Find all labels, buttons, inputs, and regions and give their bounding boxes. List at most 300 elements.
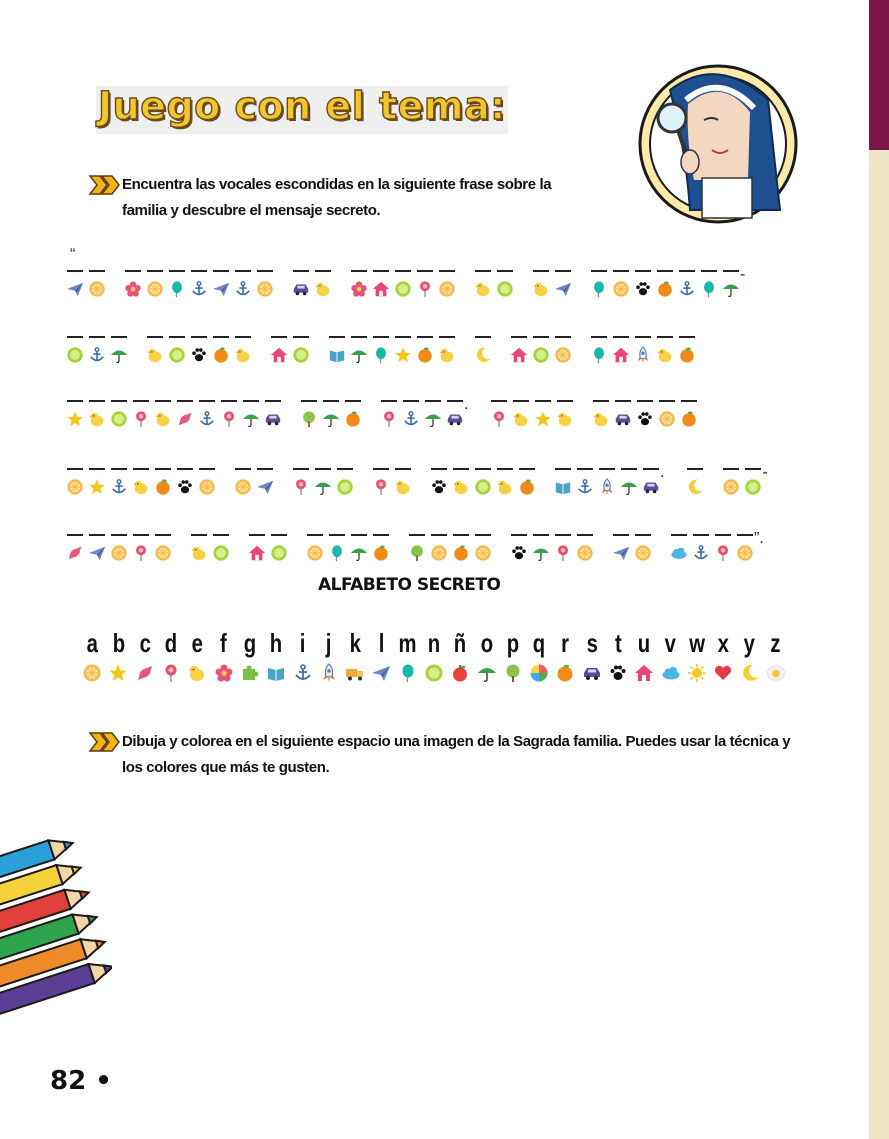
cipher-punctuation: - bbox=[762, 464, 768, 481]
detective-nun-illustration bbox=[630, 60, 806, 228]
cipher-letter-slot[interactable] bbox=[720, 468, 742, 496]
cipher-letter-slot[interactable] bbox=[684, 468, 706, 496]
orange-slice-icon bbox=[88, 280, 106, 298]
cipher-letter-slot[interactable] bbox=[232, 468, 254, 496]
cipher-word bbox=[684, 468, 706, 496]
tree-icon bbox=[503, 663, 523, 683]
chick-icon bbox=[556, 410, 574, 428]
cipher-letter-slot[interactable] bbox=[414, 270, 436, 298]
cipher-letter-slot[interactable] bbox=[610, 336, 632, 364]
cipher-letter-slot[interactable] bbox=[530, 534, 552, 562]
cloud-icon bbox=[670, 544, 688, 562]
rocket-icon bbox=[634, 346, 652, 364]
cipher-letter-slot[interactable] bbox=[612, 400, 634, 428]
paper-plane-icon bbox=[371, 663, 391, 683]
orange-slice-icon bbox=[66, 478, 84, 496]
cipher-word bbox=[246, 534, 290, 562]
anchor-icon bbox=[678, 280, 696, 298]
alphabet-key-d bbox=[158, 626, 184, 683]
cipher-letter-slot[interactable] bbox=[218, 400, 240, 428]
truck-icon bbox=[345, 663, 365, 683]
cipher-letter-slot[interactable] bbox=[698, 270, 720, 298]
moon-icon bbox=[686, 478, 704, 496]
cipher-letter-slot[interactable] bbox=[552, 468, 574, 496]
cipher-letter-slot[interactable] bbox=[196, 468, 218, 496]
cipher-letter-slot[interactable] bbox=[712, 534, 734, 562]
cipher-letter-slot[interactable] bbox=[634, 400, 656, 428]
page-edge-band bbox=[869, 0, 889, 1139]
cipher-letter-slot[interactable] bbox=[436, 336, 458, 364]
orange-slice-icon bbox=[198, 478, 216, 496]
cipher-word bbox=[428, 468, 538, 496]
cipher-letter-slot[interactable] bbox=[196, 400, 218, 428]
orange-slice-icon bbox=[722, 478, 740, 496]
answer-blank bbox=[293, 336, 309, 338]
answer-blank bbox=[431, 468, 447, 470]
cipher-letter-slot[interactable] bbox=[108, 468, 130, 496]
chick-icon bbox=[154, 410, 172, 428]
answer-blank bbox=[89, 400, 105, 402]
orange-slice-icon bbox=[110, 544, 128, 562]
cipher-letter-slot[interactable] bbox=[122, 270, 144, 298]
cipher-letter-slot[interactable] bbox=[488, 400, 510, 428]
cipher-letter-slot[interactable] bbox=[444, 400, 466, 428]
answer-blank bbox=[213, 534, 229, 536]
orange-slice-icon bbox=[612, 280, 630, 298]
orange-slice-icon bbox=[736, 544, 754, 562]
alphabet-letter: h bbox=[270, 628, 283, 658]
cipher-letter-slot[interactable] bbox=[422, 400, 444, 428]
cipher-letter-slot[interactable] bbox=[668, 534, 690, 562]
cipher-letter-slot[interactable] bbox=[632, 336, 654, 364]
cipher-letter-slot[interactable] bbox=[370, 270, 392, 298]
paw-icon bbox=[608, 663, 628, 683]
chick-icon bbox=[512, 410, 530, 428]
answer-blank bbox=[191, 534, 207, 536]
cipher-word bbox=[268, 336, 312, 364]
cipher-letter-slot[interactable] bbox=[108, 336, 130, 364]
answer-blank bbox=[301, 400, 317, 402]
cipher-letter-slot[interactable] bbox=[654, 270, 676, 298]
cipher-letter-slot[interactable] bbox=[144, 270, 166, 298]
cipher-letter-slot[interactable] bbox=[64, 400, 86, 428]
alphabet-letter: o bbox=[480, 628, 493, 658]
cipher-punctuation: - bbox=[740, 266, 746, 283]
cipher-letter-slot[interactable] bbox=[654, 336, 676, 364]
cipher-letter-slot[interactable] bbox=[86, 336, 108, 364]
lollipop-icon bbox=[416, 280, 434, 298]
answer-blank bbox=[213, 270, 229, 272]
cipher-letter-slot[interactable] bbox=[400, 400, 422, 428]
paw-icon bbox=[636, 410, 654, 428]
cipher-letter-slot[interactable] bbox=[326, 534, 348, 562]
orange-icon bbox=[154, 478, 172, 496]
lime-icon bbox=[292, 346, 310, 364]
cipher-letter-slot[interactable] bbox=[676, 270, 698, 298]
cipher-letter-slot[interactable] bbox=[130, 534, 152, 562]
cipher-letter-slot[interactable] bbox=[320, 400, 342, 428]
alphabet-letter: i bbox=[299, 628, 306, 658]
paw-icon bbox=[176, 478, 194, 496]
alphabet-key-u bbox=[631, 626, 657, 683]
umbrella-icon bbox=[722, 280, 740, 298]
answer-blank bbox=[671, 534, 687, 536]
cipher-letter-slot[interactable] bbox=[64, 336, 86, 364]
heart-icon bbox=[713, 663, 733, 683]
chick-icon bbox=[656, 346, 674, 364]
car-icon bbox=[264, 410, 282, 428]
paper-plane-icon bbox=[612, 544, 630, 562]
cipher-letter-slot[interactable] bbox=[188, 270, 210, 298]
answer-blank bbox=[235, 336, 251, 338]
answer-blank bbox=[621, 468, 637, 470]
cipher-letter-slot[interactable] bbox=[188, 336, 210, 364]
cipher-letter-slot[interactable] bbox=[268, 336, 290, 364]
cipher-word bbox=[378, 396, 474, 428]
alphabet-key-n bbox=[421, 626, 447, 683]
answer-blank bbox=[511, 534, 527, 536]
cipher-letter-slot[interactable] bbox=[406, 534, 428, 562]
cipher-word bbox=[298, 400, 364, 428]
answer-blank bbox=[235, 270, 251, 272]
page-number: 82 • bbox=[50, 1066, 112, 1096]
cipher-letter-slot[interactable] bbox=[610, 534, 632, 562]
answer-blank bbox=[555, 270, 571, 272]
orange-icon bbox=[452, 544, 470, 562]
cipher-letter-slot[interactable] bbox=[298, 400, 320, 428]
cipher-letter-slot[interactable] bbox=[532, 400, 554, 428]
orange-slice-icon bbox=[154, 544, 172, 562]
cipher-letter-slot[interactable] bbox=[632, 270, 654, 298]
orange-slice-icon bbox=[474, 544, 492, 562]
answer-blank bbox=[701, 270, 717, 272]
answer-blank bbox=[213, 336, 229, 338]
answer-blank bbox=[373, 534, 389, 536]
alphabet-key-q bbox=[526, 626, 552, 683]
answer-blank bbox=[177, 400, 193, 402]
cipher-letter-slot[interactable] bbox=[290, 270, 312, 298]
cipher-letter-slot[interactable] bbox=[552, 534, 574, 562]
cipher-word bbox=[290, 468, 356, 496]
answer-blank bbox=[199, 468, 215, 470]
cipher-letter-slot[interactable] bbox=[530, 336, 552, 364]
answer-blank bbox=[643, 468, 659, 470]
cipher-letter-slot[interactable] bbox=[152, 468, 174, 496]
cipher-letter-slot[interactable] bbox=[472, 468, 494, 496]
answer-blank bbox=[431, 534, 447, 536]
cipher-letter-slot[interactable] bbox=[152, 400, 174, 428]
answer-blank bbox=[657, 336, 673, 338]
cipher-letter-slot[interactable] bbox=[392, 270, 414, 298]
answer-blank bbox=[329, 534, 345, 536]
answer-blank bbox=[111, 468, 127, 470]
answer-blank bbox=[497, 270, 513, 272]
cipher-letter-slot[interactable] bbox=[370, 336, 392, 364]
lollipop-icon bbox=[554, 544, 572, 562]
answer-blank bbox=[417, 270, 433, 272]
answer-blank bbox=[475, 336, 491, 338]
cipher-letter-slot[interactable] bbox=[188, 534, 210, 562]
cipher-letter-slot[interactable] bbox=[510, 400, 532, 428]
cipher-letter-slot[interactable] bbox=[86, 468, 108, 496]
lollipop-icon bbox=[714, 544, 732, 562]
cipher-letter-slot[interactable] bbox=[678, 400, 700, 428]
chick-icon bbox=[88, 410, 106, 428]
cipher-word bbox=[588, 336, 698, 364]
answer-blank bbox=[475, 270, 491, 272]
cipher-line-1 bbox=[64, 246, 765, 298]
answer-blank bbox=[133, 400, 149, 402]
cipher-letter-slot[interactable] bbox=[530, 270, 552, 298]
answer-blank bbox=[555, 468, 571, 470]
cipher-letter-slot[interactable] bbox=[312, 468, 334, 496]
orange-slice-icon bbox=[554, 346, 572, 364]
cipher-letter-slot[interactable] bbox=[232, 336, 254, 364]
cipher-letter-slot[interactable] bbox=[392, 468, 414, 496]
cipher-line-5 bbox=[64, 510, 784, 562]
cipher-letter-slot[interactable] bbox=[450, 468, 472, 496]
chick-icon bbox=[187, 663, 207, 683]
answer-blank bbox=[577, 468, 593, 470]
cipher-letter-slot[interactable] bbox=[588, 270, 610, 298]
answer-blank bbox=[133, 468, 149, 470]
lollipop-icon bbox=[372, 478, 390, 496]
cipher-letter-slot[interactable] bbox=[508, 336, 530, 364]
alphabet-letter: w bbox=[689, 628, 705, 658]
cipher-word bbox=[530, 270, 574, 298]
cipher-letter-slot[interactable] bbox=[64, 468, 86, 496]
cipher-letter-slot[interactable] bbox=[472, 270, 494, 298]
answer-blank bbox=[373, 336, 389, 338]
cipher-letter-slot[interactable] bbox=[552, 270, 574, 298]
answer-blank bbox=[745, 468, 761, 470]
cipher-letter-slot[interactable] bbox=[130, 400, 152, 428]
cipher-letter-slot[interactable] bbox=[472, 336, 494, 364]
cipher-letter-slot[interactable] bbox=[516, 468, 538, 496]
answer-blank bbox=[635, 270, 651, 272]
cloud-icon bbox=[661, 663, 681, 683]
answer-blank bbox=[475, 468, 491, 470]
cipher-letter-slot[interactable] bbox=[720, 270, 742, 298]
paper-plane-icon bbox=[66, 280, 84, 298]
cipher-letter-slot[interactable] bbox=[494, 270, 516, 298]
house-icon bbox=[612, 346, 630, 364]
cipher-letter-slot[interactable] bbox=[378, 400, 400, 428]
cipher-letter-slot[interactable] bbox=[342, 400, 364, 428]
answer-blank bbox=[409, 534, 425, 536]
alphabet-key-b bbox=[105, 626, 131, 683]
alphabet-letter: j bbox=[325, 628, 332, 658]
cipher-letter-slot[interactable] bbox=[618, 468, 640, 496]
cipher-letter-slot[interactable] bbox=[144, 336, 166, 364]
cipher-letter-slot[interactable] bbox=[656, 400, 678, 428]
anchor-icon bbox=[293, 663, 313, 683]
alphabet-letter: m bbox=[398, 628, 417, 658]
lollipop-icon bbox=[292, 478, 310, 496]
star-icon bbox=[88, 478, 106, 496]
cipher-letter-slot[interactable] bbox=[414, 336, 436, 364]
house-icon bbox=[270, 346, 288, 364]
cipher-letter-slot[interactable] bbox=[210, 270, 232, 298]
cipher-letter-slot[interactable] bbox=[436, 270, 458, 298]
cipher-letter-slot[interactable] bbox=[174, 468, 196, 496]
umbrella-icon bbox=[620, 478, 638, 496]
cipher-letter-slot[interactable] bbox=[86, 400, 108, 428]
chick-icon bbox=[190, 544, 208, 562]
cipher-letter-slot[interactable] bbox=[596, 468, 618, 496]
answer-blank bbox=[221, 400, 237, 402]
cipher-word bbox=[720, 464, 773, 496]
answer-blank bbox=[199, 400, 215, 402]
alphabet-letter: v bbox=[665, 628, 677, 658]
cipher-letter-slot[interactable] bbox=[152, 534, 174, 562]
anchor-icon bbox=[234, 280, 252, 298]
orange-slice-icon bbox=[306, 544, 324, 562]
cipher-word bbox=[610, 534, 654, 562]
cipher-word bbox=[472, 270, 516, 298]
cipher-letter-slot[interactable] bbox=[64, 270, 86, 298]
answer-blank bbox=[89, 534, 105, 536]
chick-icon bbox=[496, 478, 514, 496]
cipher-letter-slot[interactable] bbox=[326, 336, 348, 364]
cipher-line-4 bbox=[64, 444, 788, 496]
orange-slice-icon bbox=[658, 410, 676, 428]
alphabet-key-p bbox=[500, 626, 526, 683]
answer-blank bbox=[635, 336, 651, 338]
instruction-find-vowels bbox=[88, 172, 628, 224]
cipher-letter-slot[interactable] bbox=[130, 468, 152, 496]
cipher-letter-slot[interactable] bbox=[508, 534, 530, 562]
answer-blank bbox=[533, 534, 549, 536]
cipher-letter-slot[interactable] bbox=[210, 336, 232, 364]
cipher-word bbox=[290, 270, 334, 298]
cipher-letter-slot[interactable] bbox=[166, 336, 188, 364]
paper-plane-icon bbox=[212, 280, 230, 298]
alphabet-letter: q bbox=[532, 628, 546, 658]
cipher-letter-slot[interactable] bbox=[166, 270, 188, 298]
answer-blank bbox=[519, 468, 535, 470]
answer-blank bbox=[89, 468, 105, 470]
cipher-letter-slot[interactable] bbox=[472, 534, 494, 562]
cipher-letter-slot[interactable] bbox=[552, 336, 574, 364]
cipher-letter-slot[interactable] bbox=[232, 270, 254, 298]
cipher-letter-slot[interactable] bbox=[348, 534, 370, 562]
cipher-letter-slot[interactable] bbox=[348, 336, 370, 364]
chick-icon bbox=[474, 280, 492, 298]
answer-blank bbox=[591, 270, 607, 272]
balloon-icon bbox=[328, 544, 346, 562]
lime-icon bbox=[110, 410, 128, 428]
answer-blank bbox=[323, 400, 339, 402]
answer-blank bbox=[257, 270, 273, 272]
alphabet-key-k bbox=[342, 626, 368, 683]
cipher-letter-slot[interactable] bbox=[304, 534, 326, 562]
cipher-letter-slot[interactable] bbox=[290, 468, 312, 496]
cipher-letter-slot[interactable] bbox=[588, 336, 610, 364]
cipher-letter-slot[interactable] bbox=[554, 400, 576, 428]
cipher-letter-slot[interactable] bbox=[428, 468, 450, 496]
answer-blank bbox=[257, 468, 273, 470]
cipher-letter-slot[interactable] bbox=[108, 534, 130, 562]
alphabet-letter: r bbox=[561, 628, 570, 658]
answer-blank bbox=[249, 534, 265, 536]
answer-blank bbox=[373, 468, 389, 470]
answer-blank bbox=[395, 270, 411, 272]
cipher-letter-slot[interactable] bbox=[312, 270, 334, 298]
cipher-letter-slot[interactable] bbox=[392, 336, 414, 364]
answer-blank bbox=[133, 534, 149, 536]
answer-blank bbox=[659, 400, 675, 402]
cipher-letter-slot[interactable] bbox=[210, 534, 232, 562]
cipher-letter-slot[interactable] bbox=[334, 468, 356, 496]
beach-ball-icon bbox=[529, 663, 549, 683]
cipher-letter-slot[interactable] bbox=[590, 400, 612, 428]
balloon-icon bbox=[590, 280, 608, 298]
answer-blank bbox=[315, 270, 331, 272]
cipher-letter-slot[interactable] bbox=[742, 468, 764, 496]
cipher-letter-slot[interactable] bbox=[428, 534, 450, 562]
lollipop-icon bbox=[220, 410, 238, 428]
cipher-letter-slot[interactable] bbox=[574, 468, 596, 496]
alphabet-key-m bbox=[395, 626, 421, 683]
cipher-word bbox=[590, 400, 700, 428]
anchor-icon bbox=[402, 410, 420, 428]
answer-blank bbox=[511, 336, 527, 338]
cipher-letter-slot[interactable] bbox=[246, 534, 268, 562]
cipher-letter-slot[interactable] bbox=[734, 534, 756, 562]
cipher-letter-slot[interactable] bbox=[574, 534, 596, 562]
lime-icon bbox=[168, 346, 186, 364]
cipher-letter-slot[interactable] bbox=[262, 400, 284, 428]
cipher-letter-slot[interactable] bbox=[254, 270, 276, 298]
cipher-letter-slot[interactable] bbox=[268, 534, 290, 562]
cipher-letter-slot[interactable] bbox=[610, 270, 632, 298]
cipher-letter-slot[interactable] bbox=[676, 336, 698, 364]
cipher-letter-slot[interactable] bbox=[240, 400, 262, 428]
cipher-letter-slot[interactable] bbox=[86, 270, 108, 298]
cipher-letter-slot[interactable] bbox=[640, 468, 662, 496]
cipher-letter-slot[interactable] bbox=[290, 336, 312, 364]
cipher-letter-slot[interactable] bbox=[108, 400, 130, 428]
star-icon bbox=[108, 663, 128, 683]
cipher-letter-slot[interactable] bbox=[348, 270, 370, 298]
cipher-letter-slot[interactable] bbox=[450, 534, 472, 562]
alphabet-letter: g bbox=[243, 628, 257, 658]
alphabet-letter: u bbox=[638, 628, 651, 658]
chick-icon bbox=[438, 346, 456, 364]
answer-blank bbox=[613, 336, 629, 338]
cipher-letter-slot[interactable] bbox=[64, 534, 86, 562]
answer-blank bbox=[243, 400, 259, 402]
answer-blank bbox=[657, 270, 673, 272]
alphabet-key-o bbox=[473, 626, 499, 683]
cipher-word bbox=[668, 530, 770, 562]
answer-blank bbox=[381, 400, 397, 402]
cipher-letter-slot[interactable] bbox=[86, 534, 108, 562]
cipher-letter-slot[interactable] bbox=[494, 468, 516, 496]
cipher-letter-slot[interactable] bbox=[370, 534, 392, 562]
orange-icon bbox=[656, 280, 674, 298]
cipher-letter-slot[interactable] bbox=[632, 534, 654, 562]
cipher-letter-slot[interactable] bbox=[370, 468, 392, 496]
cipher-letter-slot[interactable] bbox=[174, 400, 196, 428]
lime-icon bbox=[496, 280, 514, 298]
cipher-letter-slot[interactable] bbox=[690, 534, 712, 562]
anchor-icon bbox=[190, 280, 208, 298]
alphabet-key-ñ bbox=[447, 626, 473, 683]
cipher-letter-slot[interactable] bbox=[254, 468, 276, 496]
flower-icon bbox=[214, 663, 234, 683]
